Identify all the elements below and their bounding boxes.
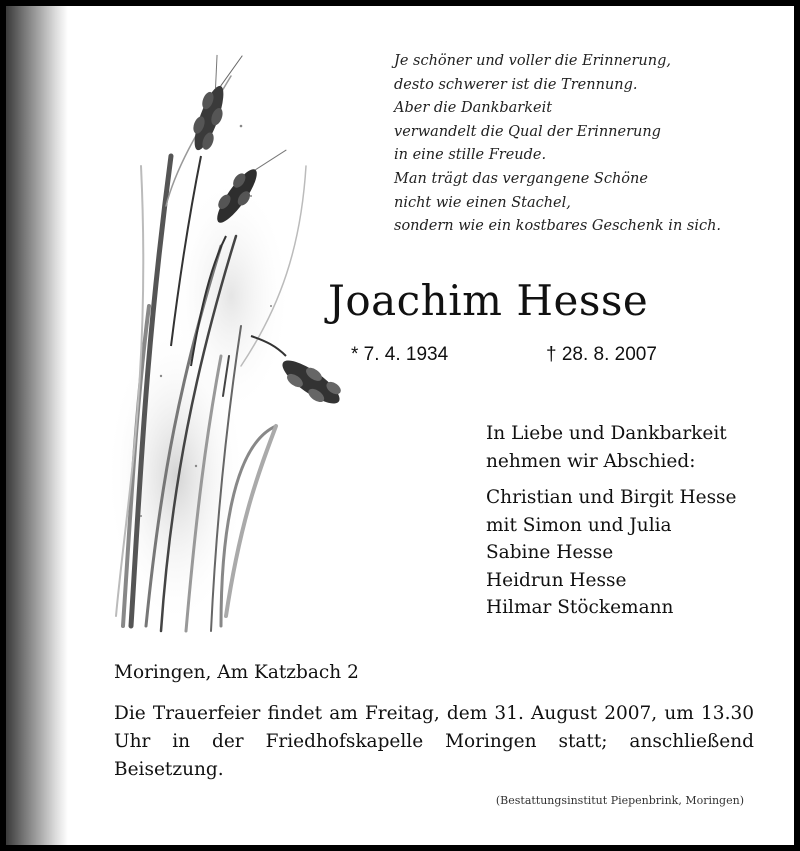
poem-line: in eine stille Freude. xyxy=(394,147,547,164)
mourner-name: Sabine Hesse xyxy=(486,542,614,564)
wheat-ears-icon xyxy=(101,46,371,636)
page-shadow xyxy=(6,6,68,845)
address: Moringen, Am Katzbach 2 xyxy=(114,662,359,683)
deceased-name: Joachim Hesse xyxy=(328,276,649,325)
poem-line: nicht wie einen Stachel, xyxy=(394,194,571,211)
mourners-list xyxy=(486,484,737,622)
service-announcement: Die Trauerfeier findet am Freitag, dem 31. August 2007, um 13.30 Uhr in der Friedhofskapelle Moringen statt; anschließend Beisetzung. xyxy=(114,703,754,780)
poem xyxy=(394,50,784,239)
poem-line: Man trägt das vergangene Schöne xyxy=(394,170,648,187)
farewell-text xyxy=(486,420,727,475)
birth-date: * 7. 4. 1934 xyxy=(351,344,449,365)
poem-line: verwandelt die Qual der Erinnerung xyxy=(394,123,661,140)
mourner-name: Hilmar Stöckemann xyxy=(486,597,674,619)
poem-line: Je schöner und voller die Erinnerung, xyxy=(394,53,672,69)
death-date: † 28. 8. 2007 xyxy=(546,344,657,365)
farewell-line: In Liebe und Dankbarkeit xyxy=(486,423,727,444)
mourner-name: Heidrun Hesse xyxy=(486,569,627,591)
mourner-name: Christian und Birgit Hesse xyxy=(486,487,737,508)
poem-line: Aber die Dankbarkeit xyxy=(394,100,553,117)
poem-line: desto schwerer ist die Trennung. xyxy=(394,76,638,93)
farewell-line: nehmen wir Abschied: xyxy=(486,450,696,472)
mourner-name: mit Simon und Julia xyxy=(486,514,672,536)
funeral-home-credit: (Bestattungsinstitut Piepenbrink, Moringen) xyxy=(495,794,744,807)
poem-line: sondern wie ein kostbares Geschenk in sich. xyxy=(394,218,722,235)
